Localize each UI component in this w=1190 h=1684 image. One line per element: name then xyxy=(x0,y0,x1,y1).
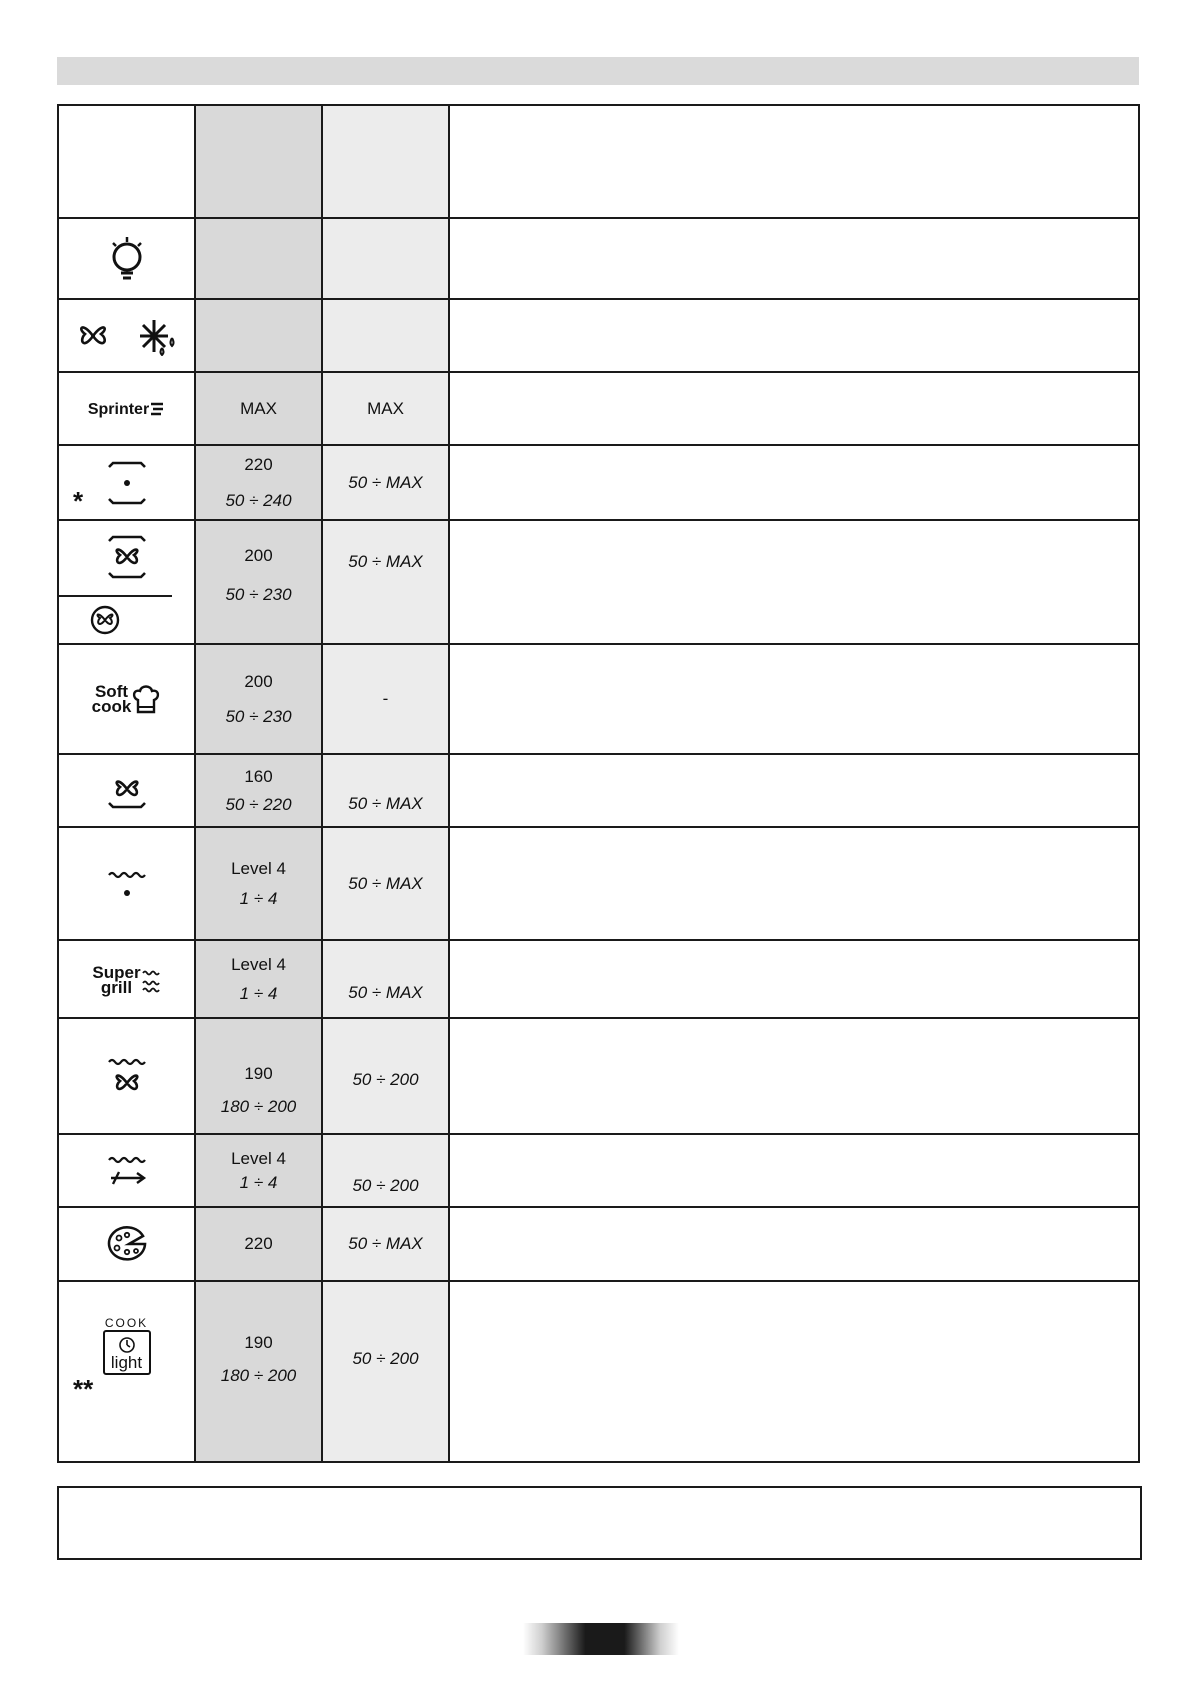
description-cell xyxy=(449,218,1139,299)
microwave-range: 50 ÷ 200 xyxy=(352,1070,419,1089)
function-cell xyxy=(58,1207,195,1281)
table-row xyxy=(58,445,1139,520)
fan-bottom-heat-icon xyxy=(105,771,149,811)
temperature-value: 190 xyxy=(244,1333,273,1352)
temperature-cell xyxy=(195,372,322,445)
temperature-range: 50 ÷ 240 xyxy=(225,490,292,510)
description-cell xyxy=(449,827,1139,940)
fan-oven-alt-cell xyxy=(59,595,172,643)
table-row xyxy=(58,1207,1139,1281)
header-cell-microwave xyxy=(322,105,449,218)
microwave-range: 50 ÷ MAX xyxy=(348,873,423,893)
temperature-cell xyxy=(195,827,322,940)
microwave-range: 50 ÷ MAX xyxy=(348,472,423,492)
temperature-value: MAX xyxy=(240,398,277,418)
super-grill-label-1: Super xyxy=(92,963,141,983)
super-grill-icon xyxy=(92,963,160,997)
temperature-cell xyxy=(195,1281,322,1462)
temperature-cell xyxy=(195,1134,322,1207)
description-cell xyxy=(449,1134,1139,1207)
header-cell-temperature xyxy=(195,105,322,218)
footnote-double-star: ** xyxy=(73,1374,94,1404)
table-row xyxy=(58,1281,1139,1462)
table-row xyxy=(58,1134,1139,1207)
temperature-cell xyxy=(195,940,322,1018)
oven-light-icon xyxy=(107,235,147,283)
pizza-icon xyxy=(105,1226,149,1262)
soft-cook-label-2: cook xyxy=(91,696,132,716)
microwave-cell xyxy=(322,1134,449,1207)
cook-light-label-2: light xyxy=(110,1353,143,1372)
temperature-value: 220 xyxy=(244,455,273,475)
temperature-cell xyxy=(195,520,322,644)
table-row xyxy=(58,520,1139,644)
description-cell xyxy=(449,1281,1139,1462)
temperature-cell xyxy=(195,754,322,827)
speed-lines-icon xyxy=(149,401,165,417)
temperature-value: 200 xyxy=(244,671,273,691)
fan-oven-icon xyxy=(105,535,149,579)
footnote-box xyxy=(57,1486,1142,1560)
function-cell xyxy=(58,827,195,940)
temperature-value: 200 xyxy=(244,546,273,565)
temperature-range: 180 ÷ 200 xyxy=(220,1097,297,1117)
temperature-range: 50 ÷ 230 xyxy=(225,707,292,726)
function-cell xyxy=(58,445,195,520)
temperature-range: 50 ÷ 230 xyxy=(225,585,292,605)
table-row xyxy=(58,218,1139,299)
description-cell xyxy=(449,1018,1139,1134)
microwave-cell xyxy=(322,445,449,520)
microwave-cell xyxy=(322,1018,449,1134)
chef-hat-icon xyxy=(131,684,161,716)
function-cell xyxy=(58,1281,195,1462)
soft-cook-label-1: Soft xyxy=(94,682,129,702)
microwave-range: 50 ÷ 200 xyxy=(352,1349,419,1368)
description-cell xyxy=(449,940,1139,1018)
function-cell xyxy=(58,218,195,299)
microwave-value: MAX xyxy=(367,398,404,418)
table-row xyxy=(58,1018,1139,1134)
function-cell xyxy=(58,644,195,754)
temperature-cell xyxy=(195,644,322,754)
heat-waves-icon xyxy=(141,967,161,995)
microwave-cell xyxy=(322,827,449,940)
temperature-value: 190 xyxy=(244,1064,273,1083)
function-cell xyxy=(58,940,195,1018)
microwave-cell xyxy=(322,218,449,299)
microwave-range: 50 ÷ MAX xyxy=(348,793,423,813)
temperature-range: 1 ÷ 4 xyxy=(239,984,278,1003)
table-row xyxy=(58,827,1139,940)
microwave-range: 50 ÷ MAX xyxy=(348,552,423,571)
function-cell xyxy=(58,1018,195,1134)
table-row xyxy=(58,754,1139,827)
function-cell xyxy=(58,754,195,827)
section-header-band xyxy=(57,57,1139,85)
table-header-row xyxy=(58,105,1139,218)
description-cell xyxy=(449,520,1139,644)
temperature-cell xyxy=(195,1207,322,1281)
description-cell xyxy=(449,1207,1139,1281)
function-cell xyxy=(58,299,195,372)
table-row xyxy=(58,299,1139,372)
description-cell xyxy=(449,644,1139,754)
temperature-value: 160 xyxy=(244,767,273,787)
sprinter-icon xyxy=(88,399,165,418)
description-cell xyxy=(449,299,1139,372)
super-grill-label-2: grill xyxy=(100,977,133,997)
microwave-cell xyxy=(322,372,449,445)
footnote-star: * xyxy=(73,486,84,516)
function-cell xyxy=(58,1134,195,1207)
header-cell-description xyxy=(449,105,1139,218)
microwave-range: 50 ÷ MAX xyxy=(348,1234,423,1254)
oven-functions-table xyxy=(57,104,1140,1463)
temperature-cell xyxy=(195,1018,322,1134)
soft-cook-icon xyxy=(92,684,162,716)
fan-round-icon xyxy=(89,604,121,636)
temperature-cell xyxy=(195,299,322,372)
grill-icon xyxy=(105,867,149,901)
microwave-cell xyxy=(322,1207,449,1281)
temperature-value: Level 4 xyxy=(231,1149,286,1169)
conventional-oven-icon xyxy=(105,461,149,505)
temperature-value: Level 4 xyxy=(231,954,286,974)
defrost-icon xyxy=(134,316,178,356)
temperature-range: 50 ÷ 220 xyxy=(225,794,292,814)
fan-grill-icon xyxy=(105,1057,149,1099)
microwave-value: - xyxy=(382,689,389,709)
function-cell xyxy=(58,520,195,644)
microwave-range: 50 ÷ MAX xyxy=(348,982,423,1002)
microwave-cell xyxy=(322,1281,449,1462)
microwave-cell xyxy=(322,940,449,1018)
table-row xyxy=(58,644,1139,754)
header-cell-function xyxy=(58,105,195,218)
grill-rotisserie-icon xyxy=(105,1154,149,1188)
microwave-cell xyxy=(322,520,449,644)
microwave-cell xyxy=(322,299,449,372)
temperature-value: Level 4 xyxy=(231,859,286,879)
cook-light-label-1: COOK xyxy=(104,1316,149,1330)
description-cell xyxy=(449,372,1139,445)
temperature-range: 180 ÷ 200 xyxy=(220,1366,297,1386)
sprinter-icon-label: Sprinter xyxy=(87,400,150,418)
table-row xyxy=(58,372,1139,445)
temperature-range: 1 ÷ 4 xyxy=(239,888,278,908)
microwave-cell xyxy=(322,644,449,754)
page-number-tab xyxy=(523,1623,679,1655)
microwave-cell xyxy=(322,754,449,827)
temperature-value: 220 xyxy=(244,1234,273,1254)
fan-icon xyxy=(75,318,111,354)
temperature-cell xyxy=(195,445,322,520)
table-row xyxy=(58,940,1139,1018)
cook-light-icon xyxy=(103,1316,151,1375)
description-cell xyxy=(449,445,1139,520)
description-cell xyxy=(449,754,1139,827)
temperature-range: 1 ÷ 4 xyxy=(239,1172,278,1192)
microwave-range: 50 ÷ 200 xyxy=(352,1175,419,1195)
function-cell xyxy=(58,372,195,445)
timer-icon xyxy=(118,1336,136,1354)
temperature-cell xyxy=(195,218,322,299)
